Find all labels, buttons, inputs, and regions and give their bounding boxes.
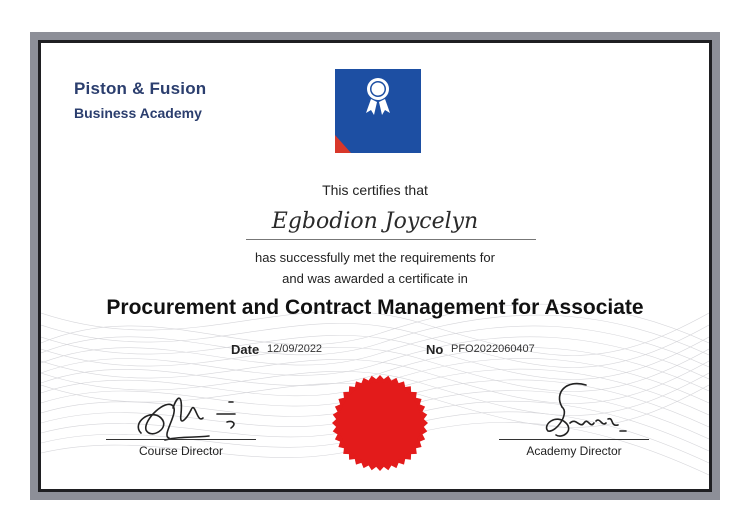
academy-logo-text xyxy=(74,79,206,121)
academy-director-signature xyxy=(526,373,646,453)
course-title: Procurement and Contract Management for Associate xyxy=(106,296,644,319)
course-director-line xyxy=(106,439,256,440)
requirements-line1: has successfully met the requirements for xyxy=(255,250,495,265)
academy-name-line2: Business Academy xyxy=(74,105,202,121)
requirements-line2: and was awarded a certificate in xyxy=(282,271,468,286)
red-seal-icon xyxy=(330,373,430,473)
academy-director-line xyxy=(499,439,649,440)
recipient-name: Egbodion Joycelyn xyxy=(271,209,479,234)
date-value: 12/09/2022 xyxy=(267,343,323,355)
award-ribbon-icon xyxy=(335,69,421,153)
certifies-text: This certifies that xyxy=(322,182,428,198)
academy-director-label: Academy Director xyxy=(526,444,622,458)
name-underline xyxy=(246,239,536,240)
course-director-label: Course Director xyxy=(138,444,224,458)
certificate-frame xyxy=(30,32,720,500)
course-director-signature xyxy=(121,378,251,448)
requirements-text xyxy=(41,247,709,289)
certificate-number-label: No xyxy=(426,342,444,357)
certificate-number-value: PFO2022060407 xyxy=(451,343,535,355)
date-label: Date xyxy=(231,342,260,357)
academy-name-line1: Piston & Fusion xyxy=(74,79,207,98)
certificate-body xyxy=(38,40,712,492)
